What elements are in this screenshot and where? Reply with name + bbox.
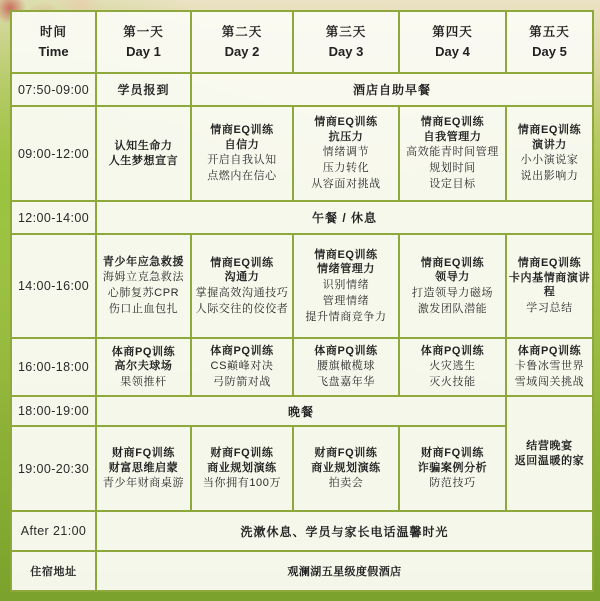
header-row: [11, 11, 593, 73]
cell-day3-1900: [293, 426, 399, 511]
activity-title: 情商EQ训练: [517, 257, 582, 270]
activity-detail: 火灾逃生: [429, 360, 476, 373]
cell-day1-0900: [96, 106, 191, 201]
header-day-5: [506, 11, 593, 73]
schedule-row: [11, 511, 593, 551]
cell-dinner: [96, 396, 506, 426]
activity-title: 青少年应急救援: [102, 255, 185, 268]
activity-title: 财商FQ训练: [112, 447, 175, 459]
activity-title: 诈骗案例分析: [417, 461, 488, 474]
activity-title: 领导力: [435, 271, 470, 283]
activity-detail: 开启自我认知: [207, 154, 277, 166]
activity-detail: 弓防箭对战: [213, 376, 271, 389]
cell-day2-1400: [191, 234, 293, 338]
time-cell: [11, 426, 96, 511]
activity-title: 人生梦想宣言: [108, 154, 179, 167]
header-day-zh: 第二天: [221, 25, 263, 39]
cell-day2-1600: [191, 338, 293, 396]
activity-title: 体商PQ训练: [420, 344, 485, 357]
activity-detail: 掌握高效沟通技巧: [195, 286, 289, 299]
time-label: 16:00-18:00: [17, 360, 90, 374]
activity-title: 认知生命力: [114, 140, 173, 152]
activity-title: 情商EQ训练: [420, 116, 485, 128]
activity-title: 体商PQ训练: [314, 344, 378, 357]
activity-title: 返回温暖的家: [514, 454, 585, 467]
cell-lunch: [96, 201, 593, 234]
cell-day5-closing: [506, 396, 593, 511]
address-label: 住宿地址: [30, 566, 77, 578]
header-day-en: Day 5: [532, 44, 567, 59]
activity-detail: 卡鲁冰雪世界: [514, 360, 585, 373]
activity-detail: 海姆立克急救法: [102, 271, 185, 284]
header-day-1: [96, 11, 191, 73]
time-label: 19:00-20:30: [17, 461, 90, 476]
cell-day1-0750: [96, 73, 191, 106]
activity-detail: 防范技巧: [429, 477, 476, 489]
cell-evening: [96, 511, 593, 551]
cell-address: [96, 551, 593, 591]
activity-title: 程: [543, 286, 556, 299]
header-day-en: Day 4: [435, 44, 470, 59]
activity-title: 酒店自助早餐: [352, 83, 431, 97]
activity-title: 午餐 / 休息: [311, 211, 377, 225]
schedule-row: [11, 201, 593, 234]
activity-title: 财商FQ训练: [314, 447, 378, 459]
cell-day5-0900: [506, 106, 593, 201]
schedule-row: [11, 234, 593, 338]
activity-detail: CS巅峰对决: [210, 360, 274, 373]
cell-day4-1900: [399, 426, 506, 511]
cell-day4-1400: [399, 234, 506, 338]
time-label: 12:00-14:00: [17, 210, 90, 225]
cell-day1-1600: [96, 338, 191, 396]
address-label-cell: [11, 551, 96, 591]
activity-title: 财商FQ训练: [210, 447, 274, 459]
activity-title: 自我管理力: [423, 130, 482, 143]
activity-detail: 点燃内在信心: [207, 170, 277, 182]
hotel-name: 观澜湖五星级度假酒店: [287, 566, 402, 578]
schedule-table: [10, 10, 594, 592]
cell-day1-1400: [96, 234, 191, 338]
schedule-row: [11, 426, 593, 511]
time-cell: [11, 338, 96, 396]
activity-detail: 人际交往的佼佼者: [195, 302, 289, 315]
time-cell: [11, 106, 96, 201]
time-cell: [11, 73, 96, 106]
cell-day4-1600: [399, 338, 506, 396]
activity-detail: 规划时间: [429, 162, 476, 174]
activity-detail: 说出影响力: [520, 170, 579, 182]
activity-detail: 果领推杆: [120, 375, 167, 388]
activity-detail: 提升情商竞争力: [305, 310, 387, 323]
activity-title: 高尔夫球场: [114, 360, 173, 372]
schedule-row: [11, 396, 593, 426]
header-day-4: [399, 11, 506, 73]
time-label: 07:50-09:00: [17, 82, 90, 97]
header-day-zh: 第一天: [123, 25, 164, 39]
time-label: 09:00-12:00: [17, 146, 90, 161]
time-cell: [11, 396, 96, 426]
activity-detail: 压力转化: [322, 162, 370, 174]
activity-detail: 拍卖会: [328, 477, 364, 489]
header-day-en: Day 3: [328, 44, 364, 59]
activity-title: 财商FQ训练: [421, 447, 484, 459]
header-day-2: [191, 11, 293, 73]
activity-detail: 心肺复苏CPR: [107, 287, 180, 300]
activity-title: 情商EQ训练: [314, 116, 378, 128]
time-label: 18:00-19:00: [17, 404, 90, 418]
activity-title: 商业规划演练: [311, 461, 381, 474]
activity-title: 洗漱休息、学员与家长电话温馨时光: [240, 524, 449, 539]
activity-title: 演讲力: [532, 138, 567, 151]
header-time-en: Time: [38, 44, 69, 59]
cell-day1-1900: [96, 426, 191, 511]
cell-day2-0900: [191, 106, 293, 201]
schedule-row: [11, 106, 593, 201]
schedule-row: [11, 73, 593, 106]
activity-title: 自信力: [224, 138, 260, 151]
time-label: After 21:00: [20, 524, 87, 538]
activity-detail: 激发团队潜能: [417, 302, 488, 315]
header-day-en: Day 1: [126, 44, 161, 59]
activity-detail: 从容面对挑战: [311, 178, 381, 190]
activity-title: 情商EQ训练: [210, 256, 274, 269]
activity-detail: 青少年财商桌游: [102, 477, 185, 489]
activity-title: 体商PQ训练: [111, 345, 176, 358]
activity-detail: 情绪调节: [322, 146, 370, 158]
header-day-zh: 第三天: [325, 25, 367, 39]
activity-title: 晚餐: [287, 404, 314, 419]
header-time-zh: 时间: [39, 25, 67, 39]
cell-day5-1600: [506, 338, 593, 396]
activity-title: 商业规划演练: [207, 461, 277, 474]
activity-title: 情商EQ训练: [210, 124, 274, 136]
activity-detail: 小小演说家: [520, 154, 579, 166]
header-day-zh: 第五天: [529, 25, 570, 39]
activity-title: 情商EQ训练: [420, 256, 485, 269]
activity-title: 抗压力: [328, 130, 364, 143]
cell-day2-5-0750: [191, 73, 593, 106]
header-day-en: Day 2: [224, 44, 260, 59]
activity-title: 体商PQ训练: [210, 344, 274, 357]
schedule-row: [11, 338, 593, 396]
activity-title: 体商PQ训练: [517, 344, 582, 357]
activity-title: 结营晚宴: [526, 440, 573, 452]
activity-detail: 识别情绪: [322, 278, 370, 291]
activity-title: 学员报到: [117, 83, 170, 97]
activity-title: 卡内基情商演讲: [508, 271, 591, 284]
time-cell: [11, 201, 96, 234]
header-day-zh: 第四天: [432, 25, 473, 39]
time-cell: [11, 234, 96, 338]
activity-title: 沟通力: [224, 271, 260, 283]
activity-title: 财富思维启蒙: [108, 461, 179, 474]
cell-day3-0900: [293, 106, 399, 201]
time-label: 14:00-16:00: [17, 279, 90, 293]
activity-detail: 学习总结: [526, 301, 573, 314]
activity-title: 情商EQ训练: [517, 124, 582, 136]
cell-day5-1400: [506, 234, 593, 338]
header-day-3: [293, 11, 399, 73]
activity-detail: 高效能青时间管理: [406, 146, 499, 158]
activity-detail: 雪域闯关挑战: [514, 376, 585, 389]
cell-day3-1400: [293, 234, 399, 338]
activity-detail: 打造领导力磁场: [411, 286, 494, 299]
activity-detail: 当你拥有100万: [202, 477, 282, 489]
activity-detail: 腰旗橄榄球: [317, 360, 375, 373]
time-cell: [11, 511, 96, 551]
activity-detail: 管理情绪: [322, 294, 370, 307]
schedule-table-wrapper: [10, 10, 592, 590]
header-time: [11, 11, 96, 73]
cell-day2-1900: [191, 426, 293, 511]
activity-title: 情商EQ训练: [314, 248, 378, 261]
activity-detail: 灭火技能: [429, 376, 476, 389]
activity-detail: 伤口止血包扎: [108, 303, 179, 316]
address-row: [11, 551, 593, 591]
activity-title: 情绪管理力: [317, 263, 375, 275]
cell-day3-1600: [293, 338, 399, 396]
activity-detail: 飞盘嘉年华: [317, 376, 375, 389]
cell-day4-0900: [399, 106, 506, 201]
activity-detail: 设定目标: [429, 178, 476, 190]
